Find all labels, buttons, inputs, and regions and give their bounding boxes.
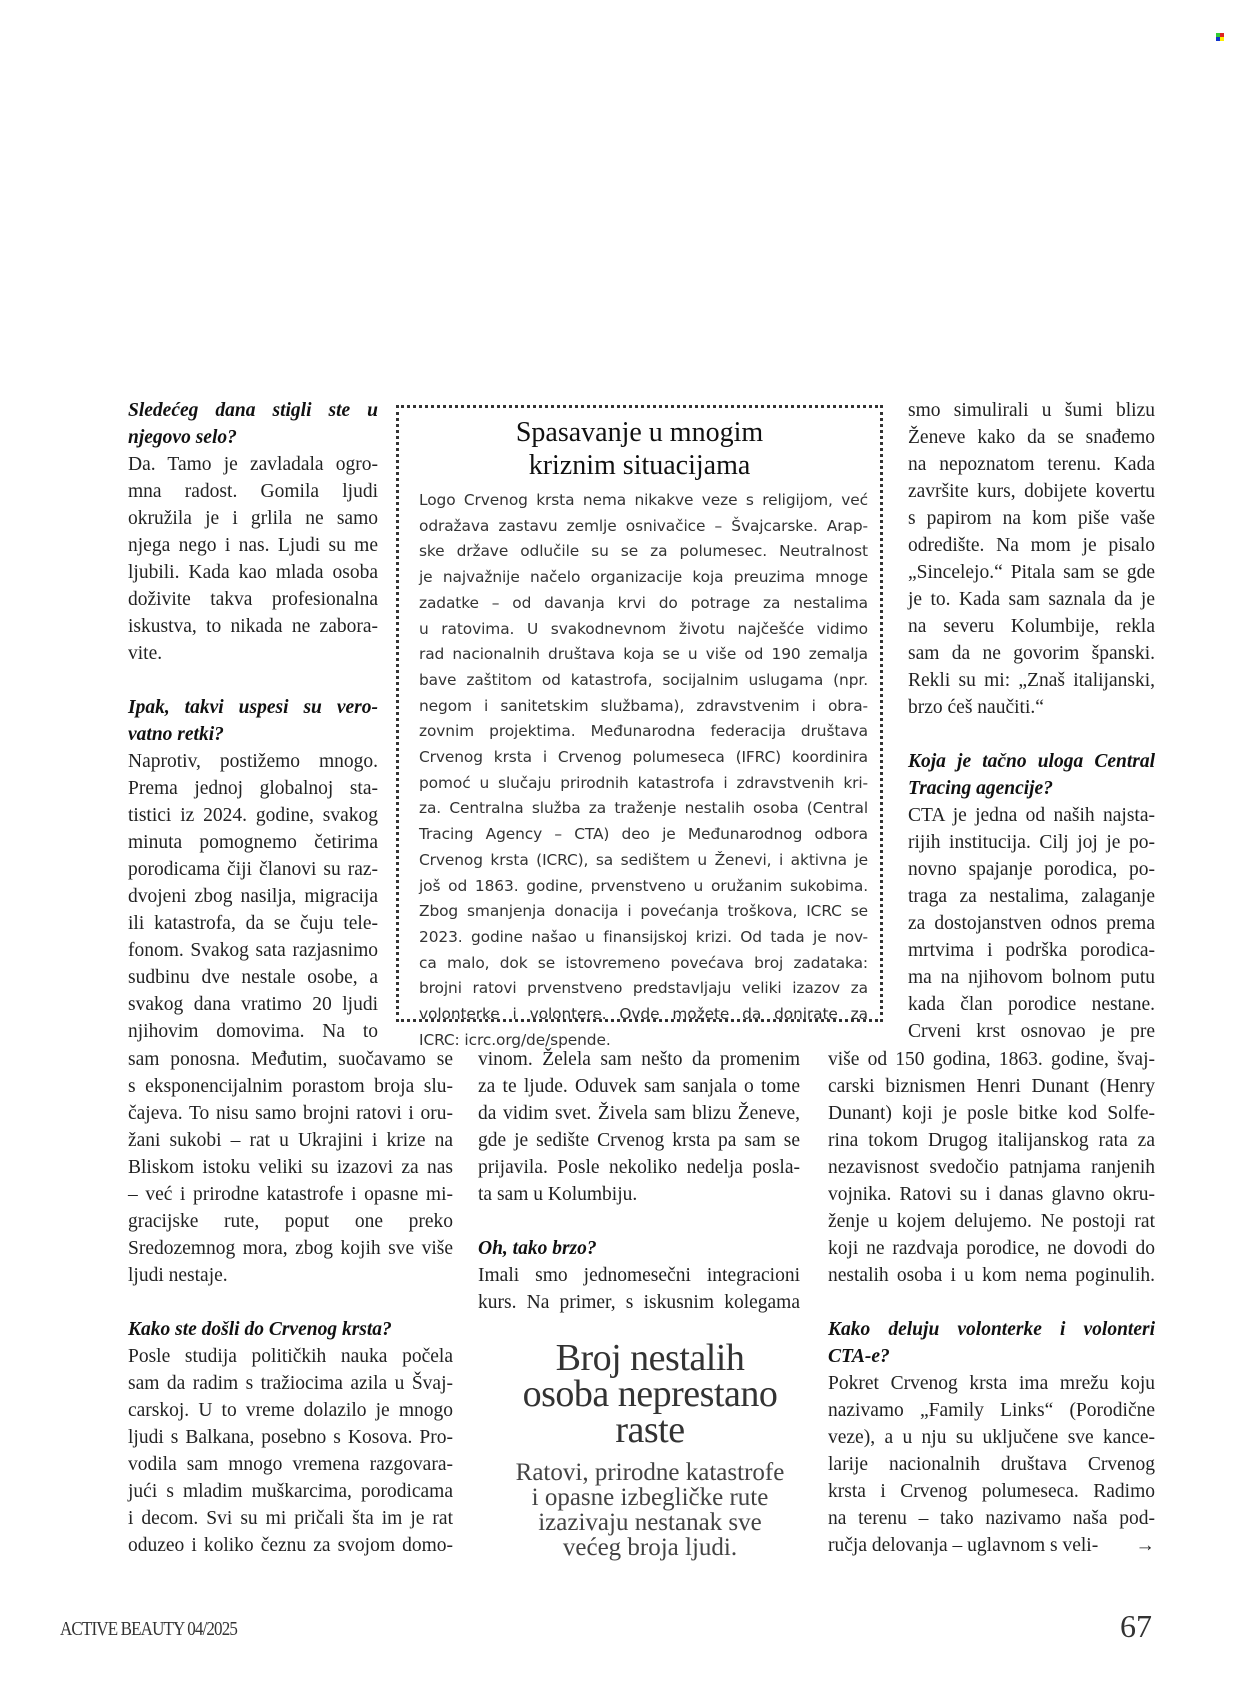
left-column	[128, 397, 378, 1045]
right-column	[908, 397, 1155, 1045]
text-line: tistici iz 2024. godine, svakog	[128, 805, 378, 826]
text-line: kriznim situacijama	[528, 450, 751, 481]
text-line: carski biznismen Henri Dunant (Henry	[828, 1076, 1155, 1097]
right-column-wide	[828, 1046, 1155, 1559]
text-line: ženje u kojem delujemo. Ne postoji rat	[828, 1211, 1155, 1232]
text-line: vite.	[128, 643, 163, 664]
text-line: Crveni krst osnovao je pre	[908, 1021, 1155, 1042]
publication-name: ACTIVE BEAUTY 04/2025	[60, 1618, 238, 1640]
text-line: fonom. Svakog sata razjasnimo	[128, 940, 378, 961]
text-line: negom i sanitetskim službama), zdravstvenim i obra-	[419, 696, 868, 715]
text-line: volonterke i volontere. Ovde možete da donirate za	[419, 1005, 868, 1024]
text-line: raste	[615, 1409, 685, 1451]
text-line: brzo ćeš naučiti.“	[908, 697, 1044, 718]
text-line: – već i prirodne katastrofe i opasne mi-	[128, 1184, 453, 1205]
text-line: traga za nestalima, zalaganje	[908, 886, 1155, 907]
text-line: nestalih osoba i u kom nema poginulih.	[828, 1265, 1155, 1286]
text-line: 2023. godine našao u finansijskoj krizi. Od tada je nov-	[419, 927, 868, 946]
text-line: Kako deluju volonterke i volonteri	[828, 1319, 1155, 1340]
answer-paragraph	[128, 451, 378, 667]
text-line: za dostojanstven odnos prema	[908, 913, 1155, 934]
text-line: svakog dana vratimo 20 ljudi	[128, 994, 378, 1015]
text-line: Imali smo jednomesečni integracioni	[478, 1265, 800, 1286]
text-line: smo simulirali u šumi blizu	[908, 400, 1155, 421]
text-line: veze), a u nju su uključene sve kance-	[828, 1427, 1155, 1448]
middle-column	[478, 1046, 800, 1316]
text-line: pomoć u slučaju prirodnih katastrofa i zdravstvenih kri-	[419, 773, 868, 792]
text-line: nazivamo „Family Links“ (Porodične	[828, 1400, 1155, 1421]
text-line: njihovim domovima. Na to	[128, 1021, 378, 1042]
text-line: „Sincelejo.“ Pitala sam se gde	[908, 562, 1155, 583]
text-line: završite kurs, dobijete kovertu	[908, 481, 1155, 502]
page-number: 67	[1120, 1608, 1152, 1644]
text-line: osoba neprestano	[522, 1373, 778, 1415]
text-line: sudbinu dve nestale osobe, a	[128, 967, 378, 988]
pull-quote-title	[480, 1337, 820, 1451]
text-line: Crvenog krsta i Crvenog polumeseca (IFRC) koordinira	[419, 748, 868, 767]
text-line: jući s mladim muškarcima, porodicama	[128, 1481, 453, 1502]
text-line: s papirom na kom piše vaše	[908, 508, 1155, 529]
text-line: kurs. Na primer, s iskusnim kolegama	[478, 1292, 800, 1313]
text-line: gracijske rute, poput one preko	[128, 1211, 453, 1232]
text-line: okružila je i grlila ne samo	[128, 508, 378, 529]
text-line: ma na njihovom bolnom putu	[908, 967, 1155, 988]
text-line: ljubili. Kada kao mlada osoba	[128, 562, 378, 583]
text-line: sam ponosna. Međutim, suočavamo se	[128, 1049, 453, 1070]
text-line: za te ljude. Oduvek sam sanjala o tome	[478, 1076, 800, 1097]
text-line: sam da ne govorim španski.	[908, 643, 1155, 664]
text-line: larije nacionalnih društava Crvenog	[828, 1454, 1155, 1475]
text-line: Crvenog krsta (ICRC), sa sedištem u Ženevi, i aktivna je	[419, 850, 868, 869]
text-line: CTA je jedna od naših najsta-	[908, 805, 1155, 826]
text-line: gde je sedište Crvenog krsta pa sam se	[478, 1130, 800, 1151]
answer-paragraph	[128, 748, 378, 1045]
text-line: na nepoznatom terenu. Kada	[908, 454, 1155, 475]
text-line: Ženeve kako da se snađemo	[908, 427, 1155, 448]
app-logo-icon	[1216, 33, 1224, 41]
text-line: Posle studija političkih nauka počela	[128, 1346, 453, 1367]
text-line: još od 1863. godine, prvenstveno u oružanim sukobima.	[419, 876, 868, 895]
pull-quote-subtitle	[480, 1460, 820, 1560]
question-heading	[478, 1235, 800, 1262]
text-line: vinom. Želela sam nešto da promenim	[478, 1049, 800, 1070]
question-heading	[128, 694, 378, 748]
text-line: nezavisnost svedočio patnjama ranjenih	[828, 1157, 1155, 1178]
text-line: koji ne razdvaja porodice, ne dovodi do	[828, 1238, 1155, 1259]
text-line: Sledećeg dana stigli ste u	[128, 400, 378, 421]
text-line: Da. Tamo je zavladala ogro-	[128, 454, 378, 475]
text-line: vojnika. Ratovi su i danas glavno okru-	[828, 1184, 1155, 1205]
text-line: iskustva, to nikada ne zabora-	[128, 616, 378, 637]
text-line: Rekli su mi: „Znaš italijanski,	[908, 670, 1155, 691]
text-line: sam da radim s tražiocima azila u Švaj-	[128, 1373, 453, 1394]
text-line: Prema jednoj globalnoj sta-	[128, 778, 378, 799]
text-line: porodicama čiji članovi su raz-	[128, 859, 378, 880]
text-line: s eksponencijalnim porastom broja slu-	[128, 1076, 453, 1097]
text-line: Sredozemnog mora, zbog kojih sve više	[128, 1238, 453, 1259]
donation-link-text: ICRC: icrc.org/de/spende.	[419, 1030, 611, 1049]
text-line: brojni ratovi prvenstveno predstavljaju veliki izazov za	[419, 979, 868, 998]
text-line: bave zaštitom od katastrofa, socijalnim uslugama (npr.	[419, 670, 868, 689]
text-line: kada član porodice nestane.	[908, 994, 1155, 1015]
text-line: carskoj. U to vreme dolazilo je mnogo	[128, 1400, 453, 1421]
text-line: Spasavanje u mnogim	[515, 417, 764, 448]
text-line: Kako ste došli do Crvenog krsta?	[128, 1319, 392, 1340]
text-line: na severu Kolumbije, rekla	[908, 616, 1155, 637]
text-line: krsta i Crvenog polumeseca. Radimo	[828, 1481, 1155, 1502]
text-line: većeg broja ljudi.	[562, 1534, 738, 1561]
text-line: Dunant) koji je posle bitke kod Solfe-	[828, 1103, 1155, 1124]
text-line: ljudi nestaje.	[128, 1265, 228, 1286]
text-line: Bliskom istoku veliki su izazovi za nas	[128, 1157, 453, 1178]
text-line	[828, 1532, 1155, 1559]
text-line: u ratovima. U svakodnevnom životu najčešće vidimo	[419, 619, 868, 638]
info-box-title	[399, 416, 880, 482]
question-heading	[828, 1316, 1155, 1370]
info-box-body	[419, 488, 868, 1053]
text-line: Zbog smanjenja donacija i povećanja troškova, ICRC se	[419, 902, 868, 921]
text-line: rad nacionalnih društava koja se u više od 190 zemalja	[419, 645, 868, 664]
text-line: minuta pomognemo četirima	[128, 832, 378, 853]
question-heading	[128, 397, 378, 451]
info-box	[396, 405, 883, 1049]
text-line: njegovo selo?	[128, 427, 237, 448]
text-line: Tracing agencije?	[908, 778, 1053, 799]
text-line: dvojeni zbog nasilja, migracija	[128, 886, 378, 907]
text-line: mna radost. Gomila ljudi	[128, 481, 378, 502]
text-line: ili katastrofa, da se čuju tele-	[128, 913, 378, 934]
text-line: ske države odlučile su se za polumesec. Neutralnost	[419, 542, 868, 561]
text-line: Ratovi, prirodne katastrofe	[515, 1459, 785, 1486]
text-line: ca malo, dok se istovremeno povećava broj zadataka:	[419, 953, 868, 972]
text-line-content: ručja delovanja – uglavnom s veli-	[828, 1535, 1099, 1556]
text-line: vodila sam mnogo vremena razgovara-	[128, 1454, 453, 1475]
question-heading	[128, 1316, 453, 1343]
text-line: Logo Crvenog krsta nema nikakve veze s religijom, već	[419, 491, 868, 509]
text-line: Pokret Crvenog krsta ima mrežu koju	[828, 1373, 1155, 1394]
text-line: zovnim projektima. Međunarodna federacija društava	[419, 722, 868, 741]
text-line: Ipak, takvi uspesi su vero-	[128, 697, 378, 718]
text-line: da vidim svet. Živela sam blizu Ženeve,	[478, 1103, 800, 1124]
text-line: njega nego i nas. Ljudi su me	[128, 535, 378, 556]
text-line: žani sukobi – rat u Ukrajini i krize na	[128, 1130, 453, 1151]
text-line: Naprotiv, postižemo mnogo.	[128, 751, 378, 772]
text-line: doživite takva profesionalna	[128, 589, 378, 610]
text-line: mrtvima i podrška porodica-	[908, 940, 1155, 961]
text-line: oduzeo i koliko čeznu za svojom domo-	[128, 1535, 453, 1556]
text-line: Tracing Agency – CTA) deo je Međunarodnog odbora	[419, 825, 868, 844]
logo-square-yellow	[1220, 37, 1224, 41]
text-line: je najvažnije načelo organizacije koja preuzima mnoge	[419, 568, 868, 587]
text-line: Broj nestalih	[555, 1337, 745, 1379]
text-line: i opasne izbegličke rute	[531, 1484, 769, 1511]
text-line: odražava zastavu zemlje osnivačice – Švajcarske. Arap-	[419, 516, 868, 535]
text-line: Oh, tako brzo?	[478, 1238, 597, 1259]
text-line: zadatke – od davanja krvi do potrage za nestalima	[419, 593, 868, 612]
text-line: izazivaju nestanak sve	[538, 1509, 762, 1536]
continue-arrow-icon: →	[1135, 1535, 1155, 1556]
text-line: čajeva. To nisu samo brojni ratovi i oru-	[128, 1103, 453, 1124]
pull-quote	[480, 1337, 820, 1561]
text-line: novno spajanje porodica, po-	[908, 859, 1155, 880]
question-heading	[908, 748, 1155, 802]
text-line: rina tokom Drugog italijanskog rata za	[828, 1130, 1155, 1151]
text-line: više od 150 godina, 1863. godine, švaj-	[828, 1049, 1155, 1070]
text-line: CTA-e?	[828, 1346, 890, 1367]
text-line: za. Centralna služba za traženje nestalih osoba (Central	[419, 799, 868, 818]
text-line: odredište. Na mom je pisalo	[908, 535, 1155, 556]
text-line: Koja je tačno uloga Central	[908, 751, 1155, 772]
text-line: prijavila. Posle nekoliko nedelja posla-	[478, 1157, 800, 1178]
text-line: na terenu – tako nazivamo naša pod-	[828, 1508, 1155, 1529]
text-line: je to. Kada sam saznala da je	[908, 589, 1155, 610]
text-line: ta sam u Kolumbiju.	[478, 1184, 638, 1205]
text-line: rijih institucija. Cilj joj je po-	[908, 832, 1155, 853]
left-column-wide	[128, 1046, 453, 1559]
text-line: ljudi s Balkana, posebno s Kosova. Pro-	[128, 1427, 453, 1448]
text-line: vatno retki?	[128, 724, 224, 745]
text-line: i decom. Svi su mi pričali šta im je rat	[128, 1508, 453, 1529]
